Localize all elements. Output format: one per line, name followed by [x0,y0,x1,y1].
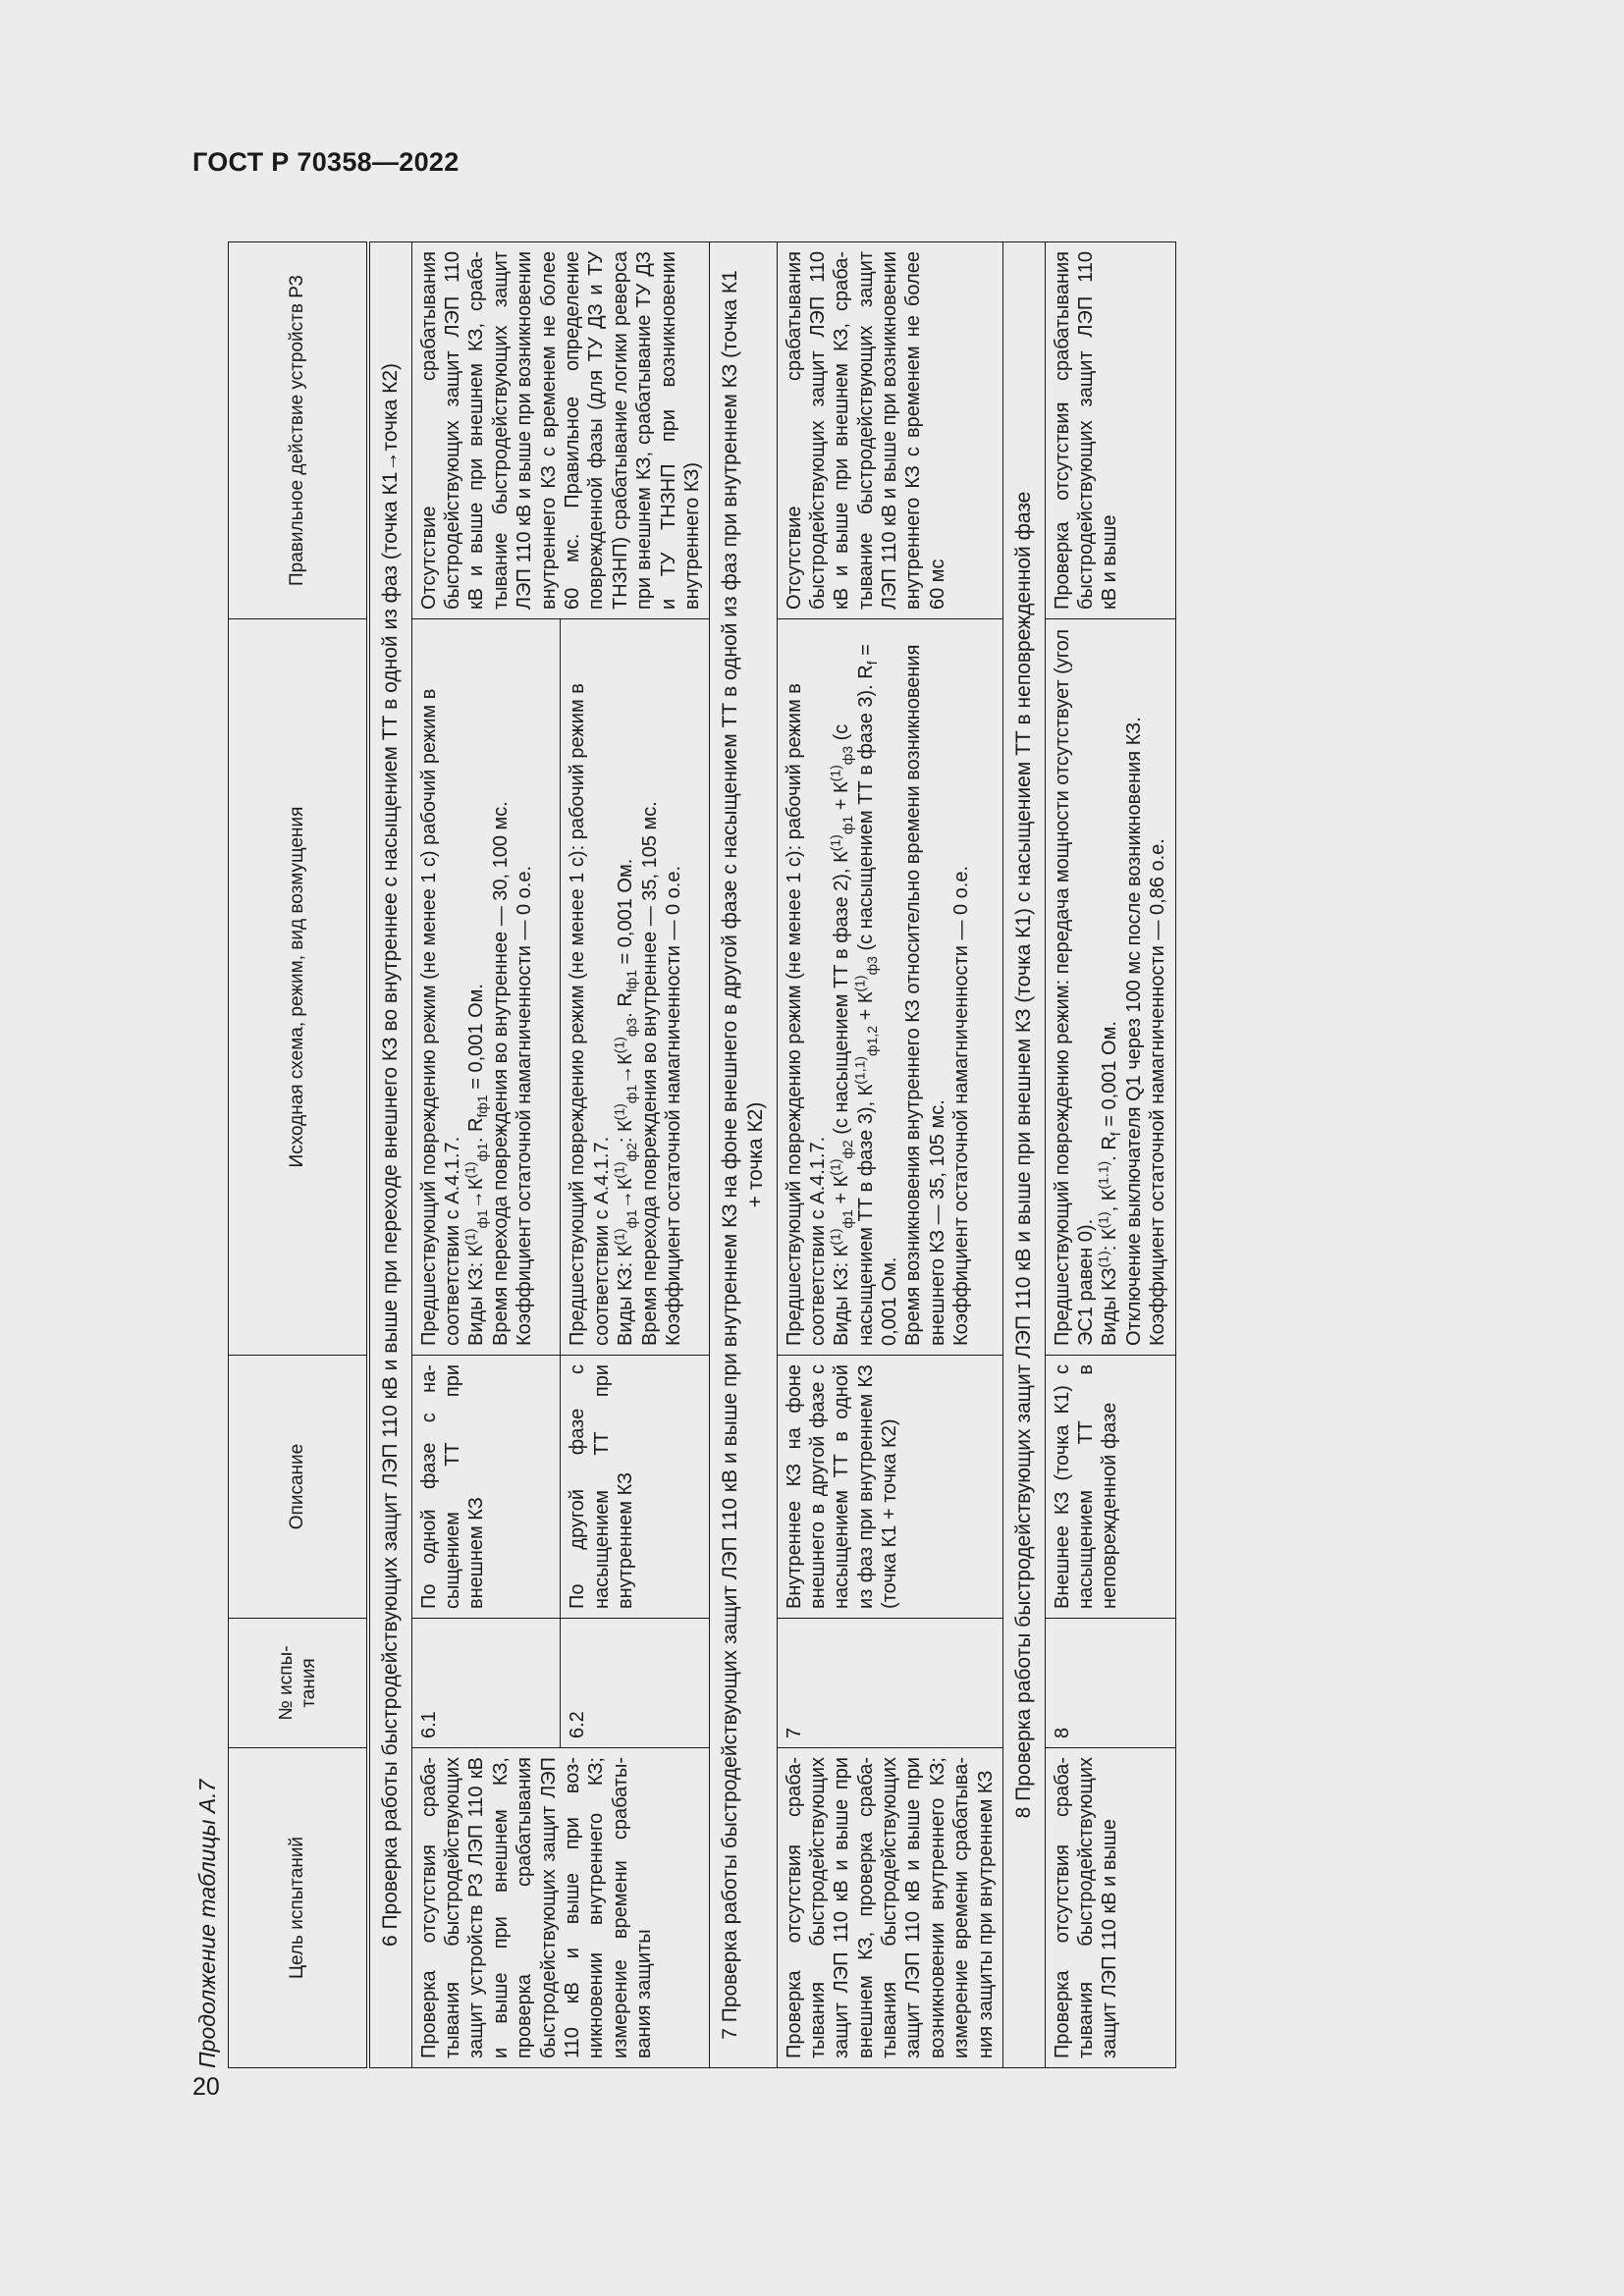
scheme-7-line4: Коэффициент остаточной намагниченности — 0 о.е. [950,865,973,1346]
test-number-8: 8 [1045,1619,1175,1748]
section-8-title: 8 Проверка работы быстродействующих защит ЛЭП 110 кВ и выше при внешнем КЗ (точка К1) с насыщением ТТ в неповрежденной фазе [1003,242,1046,2068]
scheme-8 [1045,619,1175,1356]
scheme-7-line2: Виды КЗ: $К^{(1)}_{ф1} + К^{(1)}_{ф2}$ (с насыщением ТТ в фазе 2), $К^{(1)}_{ф1} + К^{(1)}_{ф3}$ (с насыщением ТТ в фазе 3), $К^{(1,1)}_{ф1,2} + К^{(1)}_{ф3}$ (с насыщением ТТ в фазе 3). $R_f = 0,001$ Ом. [827,644,901,1346]
scheme-6-2-line3: Время перехода повреждения во внутреннее — 35, 105 мс. [638,801,661,1346]
scheme-6-1-line1: Предшествующий повреждению режим (не менее 1 с) рабочий режим в соответствии с А.4.1.7. [417,688,463,1346]
scheme-6-2-line2: Виды КЗ: $К^{(1)}_{ф1}\to К^{(1)}_{ф2}$: $К^{(1)}_{ф1}\to К^{(1)}_{ф3}$. $R_{fф1} = 0,001$ Ом. [611,858,640,1346]
test-number-7: 7 [777,1619,1003,1748]
col-header-number: № испытания [229,1619,369,1748]
test-number-6-2: 6.2 [561,1619,710,1748]
test-number-6-1: 6.1 [411,1619,561,1748]
action-6: Отсутствие срабатывания быстродействующих защит ЛЭП 110 кВ и выше при внешнем КЗ, срабатывание быстродействующих защит ЛЭП 110 кВ и выше при возникновении внутреннего КЗ с временем не более 60 мс. Правильное определение поврежденной фазы (для ТУ ДЗ и ТУ ТНЗНП) срабатывание логики реверса при внешнем КЗ, срабатывание ТУ ДЗ и ТУ ТНЗНП при возникновении внутреннего КЗ) [411,242,710,619]
table-row-7 [777,242,1003,2068]
description-8: Внешнее КЗ (точка К1) с насыщением ТТ в неповрежденной фазе [1045,1356,1175,1619]
table-row-8 [1045,242,1175,2068]
scheme-7 [777,619,1003,1356]
scheme-8-line3: Отключение выключателя Q1 через 100 мс после возникновения КЗ. [1122,717,1145,1346]
table-row-6-1 [411,242,561,2068]
table-header-row [229,242,369,2068]
section-6-title: 6 Проверка работы быстродействующих защит ЛЭП 110 кВ и выше при переходе внешнего КЗ во внутреннее с насыщением ТТ в одной из фаз (точка К1→точка К2) [368,242,411,2068]
table-caption: Продолжение таблицы А.7 [194,1779,220,2068]
col-header-goal: Цель испытаний [229,1748,369,2068]
col-header-description: Описание [229,1356,369,1619]
goal-8: Проверка отсутствия срабатывания быстродействующих защит ЛЭП 110 кВ и выше [1045,1748,1175,2068]
scheme-6-1-line3: Время перехода повреждения во внутреннее — 30, 100 мс. [489,801,512,1346]
section-row-7 [710,242,777,2068]
scheme-8-line4: Коэффициент остаточной намагниченности — 0,86 о.е. [1147,838,1169,1346]
section-row-8 [1003,242,1046,2068]
description-7: Внутреннее КЗ на фоне внешнего в другой фазе с насыщением ТТ в одной из фаз при внутреннем КЗ (точка К1 + точка К2) [777,1356,1003,1619]
scheme-6-2-line1: Предшествующий повреждению режим (не менее 1 с): рабочий режим в соответствии с А.4.1.7. [567,683,613,1346]
scheme-6-1-line4: Коэффициент остаточной намагниченности — 0 о.е. [514,865,536,1346]
rotated-page-content [187,219,1502,2068]
scheme-8-line1: Предшествующий повреждению режим: передача мощности отсутствует (угол ЭС1 равен 0). [1051,628,1098,1346]
goal-7: Проверка отсутствия срабатывания быстродействующих защит ЛЭП 110 кВ и выше при внешнем КЗ, проверка срабатывания быстродействующих защит ЛЭП 110 кВ и выше при возникновении внутреннего КЗ; измерение времени срабатывания защиты при внутреннем КЗ [777,1748,1003,2068]
description-6-1: По одной фазе с насыщением ТТ при внешнем КЗ [411,1356,561,1619]
document-header: ГОСТ Р 70358—2022 [192,147,460,177]
scheme-6-1 [411,619,561,1356]
action-7: Отсутствие срабатывания быстродействующих защит ЛЭП 110 кВ и выше при внешнем КЗ, срабатывание быстродействующих защит ЛЭП 110 кВ и выше при возникновении внутреннего КЗ с временем не более 60 мс [777,242,1003,619]
description-6-2: По другой фазе с насыщением ТТ при внутреннем КЗ [561,1356,710,1619]
scheme-8-line2: Виды КЗ$^{(1)}$: $К^{(1)}$, $К^{(1.1)}$. $R_f = 0,001$ Ом. [1095,1021,1124,1346]
col-header-action: Правильное действие устройств РЗ [229,242,369,619]
action-8: Проверка отсутствия срабатывания быстродействующих защит ЛЭП 110 кВ и выше [1045,242,1175,619]
scheme-7-line3: Время возникновения внутреннего КЗ относительно времени возникновения внешнего КЗ — 35, 105 мс. [902,644,948,1346]
page-number: 20 [192,2073,220,2101]
test-table [228,241,1176,2068]
goal-6: Проверка отсутствия срабатывания быстродействующих защит устройств РЗ ЛЭП 110 кВ и выше при внешнем КЗ, проверка срабатывания быстродействующих защит ЛЭП 110 кВ и выше при возникновении внутреннего КЗ; измерение времени срабатывания защиты [411,1748,710,2068]
section-7-title: 7 Проверка работы быстродействующих защит ЛЭП 110 кВ и выше при внутреннем КЗ на фоне внешнего в другой фазе с насыщением ТТ в одной из фаз при внутреннем КЗ (точка К1 + точка К2) [710,242,777,2068]
section-row-6 [368,242,411,2068]
scheme-6-1-line2: Виды КЗ: $К^{(1)}_{ф1}\to К^{(1)}_{ф1}$. $R_{fф1} = 0,001$ Ом. [461,984,491,1346]
scheme-7-line1: Предшествующий повреждению режим (не менее 1 с): рабочий режим в соответствии с А.4.1.7. [783,683,829,1346]
col-header-scheme: Исходная схема, режим, вид возмущения [229,619,369,1356]
scheme-6-2-line4: Коэффициент остаточной намагниченности — 0 о.е. [663,865,685,1346]
scheme-6-2 [561,619,710,1356]
